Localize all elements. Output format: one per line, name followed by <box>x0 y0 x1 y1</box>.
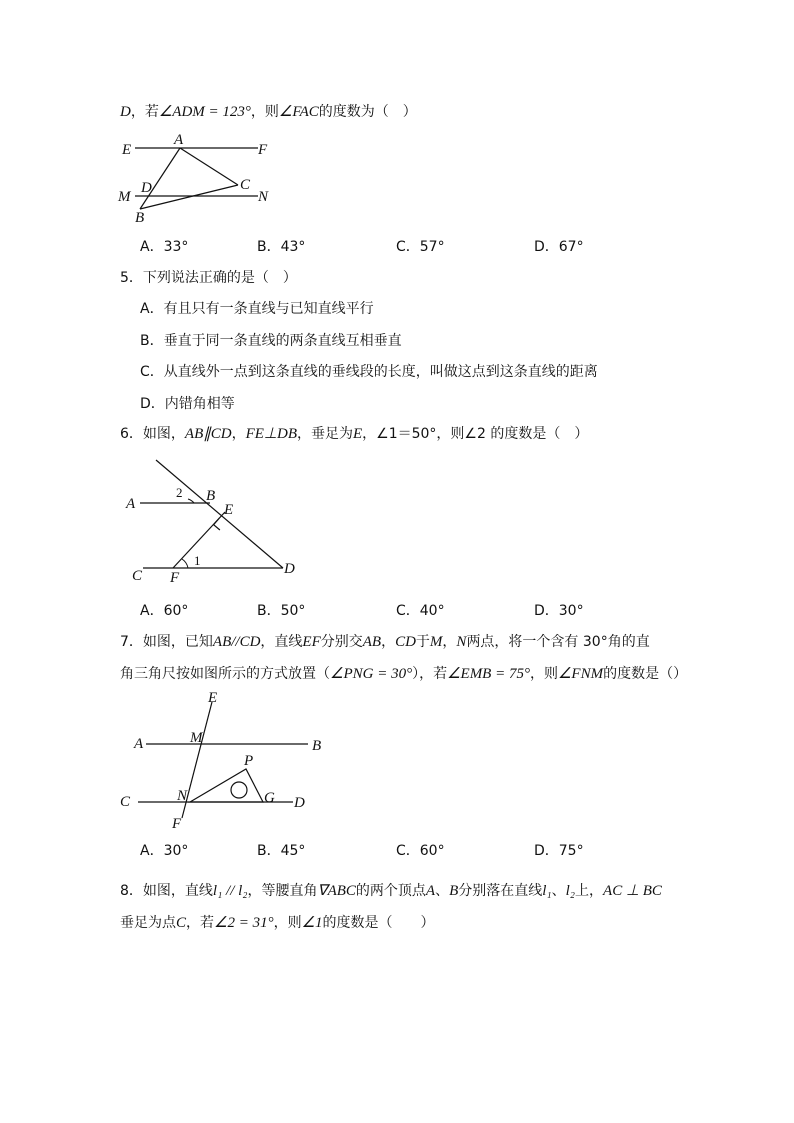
q7-l2-m2: ∠EMB = 75° <box>447 666 530 682</box>
q4-option-a[interactable]: A．33° <box>140 239 189 255</box>
q7-l1-b: ，直线 <box>260 634 303 650</box>
q6-stem-m3: E <box>352 426 363 442</box>
q4-label-e: E <box>122 142 132 158</box>
q7-label-m: M <box>190 730 203 746</box>
q7-set-square <box>190 769 263 802</box>
q8-l1-m7: AC ⊥ BC <box>603 883 662 899</box>
q7-label-p: P <box>244 753 254 769</box>
q7-options <box>0 841 794 861</box>
q4-label-n: N <box>258 189 269 205</box>
q7-l1-a: 7．如图，已知 <box>120 634 213 650</box>
q4-stem <box>120 102 417 122</box>
q4-stem-mid: ，若 <box>130 104 159 120</box>
q8-l1-g: 上， <box>575 883 604 899</box>
q7-label-e: E <box>208 690 218 706</box>
q7-stem-line2 <box>120 664 687 684</box>
q6-stem-m1: AB∥CD <box>184 426 232 442</box>
q4-stem-prefix: D <box>120 104 131 120</box>
q7-l1-m2: EF <box>302 634 321 650</box>
q8-l2-m1: C <box>176 915 187 931</box>
q7-option-b[interactable]: B．45° <box>257 843 306 859</box>
q4-option-c[interactable]: C．57° <box>396 239 445 255</box>
q7-l2-m3: ∠FNM <box>557 666 604 682</box>
q6-label-1: 1 <box>194 553 201 568</box>
q7-l2-a: 角三角尺按如图所示的方式放置（ <box>120 666 330 682</box>
q7-option-a[interactable]: A．30° <box>140 843 189 859</box>
q8-l1-e: 分别落在直线 <box>458 883 543 899</box>
q4-option-d[interactable]: D．67° <box>534 239 584 255</box>
q7-l1-c: 分别交 <box>320 634 363 650</box>
q8-l1-b: ，等腰直角 <box>247 883 318 899</box>
q7-l2-c: ，则 <box>529 666 558 682</box>
q6-line-transversal <box>156 460 283 568</box>
q6-option-c[interactable]: C．40° <box>396 603 445 619</box>
q4-side-ac <box>180 148 238 185</box>
q4-option-b[interactable]: B．43° <box>257 239 306 255</box>
q6-option-d[interactable]: D．30° <box>534 603 584 619</box>
q7-l1-e: 于 <box>415 634 430 650</box>
q8-l1-m5: l₁ <box>542 883 552 899</box>
q6-stem-num: 6．如图， <box>120 426 185 442</box>
q8-l1-m6: l₂ <box>565 883 576 899</box>
q6-option-a[interactable]: A．60° <box>140 603 189 619</box>
q6-stem-t3: ，∠1＝50°，则∠2 的度数是（ ） <box>362 426 589 442</box>
q8-l2-b: ，若 <box>186 915 215 931</box>
q7-l1-m1: AB//CD <box>212 634 261 650</box>
q8-l1-m4: B <box>449 883 459 899</box>
q6-right-angle-mark <box>214 518 220 530</box>
q8-l1-c: 的两个顶点 <box>355 883 426 899</box>
q6-label-b: B <box>206 488 216 504</box>
q8-l1-f: 、 <box>551 883 566 899</box>
q7-label-n: N <box>177 788 188 804</box>
q7-stem-line1 <box>120 632 650 652</box>
q4-stem-target: ∠FAC <box>278 104 319 120</box>
q7-l2-b: ），若 <box>412 666 448 682</box>
q6-angle-1-arc <box>182 559 188 568</box>
q6-stem <box>120 424 588 444</box>
q8-l2-a: 垂足为点 <box>120 915 176 931</box>
q7-l2-m1: ∠PNG = 30° <box>330 666 413 682</box>
q8-l1-a: 8．如图，直线 <box>120 883 213 899</box>
q7-option-c[interactable]: C．60° <box>396 843 445 859</box>
q6-label-c: C <box>132 568 143 584</box>
q4-stem-suffix: ，则 <box>250 104 279 120</box>
q6-label-2: 2 <box>176 485 183 500</box>
q4-side-bc <box>140 185 238 209</box>
q6-label-d: D <box>284 561 295 577</box>
q4-label-f: F <box>258 142 268 158</box>
q4-figure <box>110 130 290 230</box>
q6-options <box>0 601 794 621</box>
q7-l2-d: 的度数是（） <box>603 666 688 682</box>
q8-stem-line2 <box>120 913 435 933</box>
q6-stem-m2: FE⊥DB <box>245 426 297 442</box>
q8-l2-m3: ∠1 <box>301 915 323 931</box>
q7-set-square-hole <box>231 782 247 798</box>
q4-label-m: M <box>118 189 131 205</box>
q4-stem-end: 的度数为（ ） <box>318 104 417 120</box>
q5-stem: 5．下列说法正确的是（ ） <box>120 270 297 286</box>
q4-stem-math: ∠ADM = 123° <box>158 104 251 120</box>
q8-stem-line1 <box>120 881 662 901</box>
q8-l1-m3: A <box>425 883 436 899</box>
q7-figure <box>118 690 328 830</box>
q7-label-a: A <box>134 736 144 752</box>
q8-l2-m2: ∠2 = 31° <box>214 915 274 931</box>
q7-label-c: C <box>120 794 131 810</box>
q5-option-c[interactable]: C．从直线外一点到这条直线的垂线段的长度，叫做这点到这条直线的距离 <box>140 364 598 380</box>
q6-figure <box>118 452 308 587</box>
q6-label-e: E <box>224 502 234 518</box>
q6-angle-2-arc <box>188 499 194 503</box>
q8-l2-d: 的度数是（ ） <box>322 915 435 931</box>
q6-label-a: A <box>126 496 136 512</box>
q7-l1-m6: N <box>456 634 467 650</box>
q4-label-b: B <box>135 210 145 226</box>
q5-option-b[interactable]: B．垂直于同一条直线的两条直线互相垂直 <box>140 333 402 349</box>
q4-side-ab <box>140 148 180 209</box>
q7-l1-f: ， <box>442 634 457 650</box>
q6-option-b[interactable]: B．50° <box>257 603 306 619</box>
q7-label-g: G <box>264 790 275 806</box>
q7-l1-d: ， <box>381 634 396 650</box>
q8-l1-m1: l₁ // l₂ <box>212 883 248 899</box>
q7-option-d[interactable]: D．75° <box>534 843 584 859</box>
q6-stem-t2: ，垂足为 <box>296 426 353 442</box>
q4-options <box>0 237 794 257</box>
q8-l1-m2: ∇ABC <box>317 883 356 899</box>
q4-label-d: D <box>141 180 152 196</box>
q7-l1-m4: CD <box>395 634 416 650</box>
q5-option-d[interactable]: D．内错角相等 <box>140 396 235 412</box>
q5-option-a[interactable]: A．有且只有一条直线与已知直线平行 <box>140 301 374 317</box>
q7-l1-g: 两点，将一个含有 30°角的直 <box>466 634 650 650</box>
q8-l2-c: ，则 <box>273 915 302 931</box>
q7-l1-m3: AB <box>362 634 382 650</box>
q7-label-f: F <box>172 816 182 832</box>
q4-label-c: C <box>240 177 251 193</box>
q6-label-f: F <box>170 570 180 586</box>
q7-l1-m5: M <box>429 634 443 650</box>
q8-l1-d: 、 <box>435 883 450 899</box>
q6-stem-t1: ， <box>231 426 246 442</box>
q4-label-a: A <box>174 132 184 148</box>
q7-label-d: D <box>294 795 305 811</box>
q7-label-b: B <box>312 738 322 754</box>
